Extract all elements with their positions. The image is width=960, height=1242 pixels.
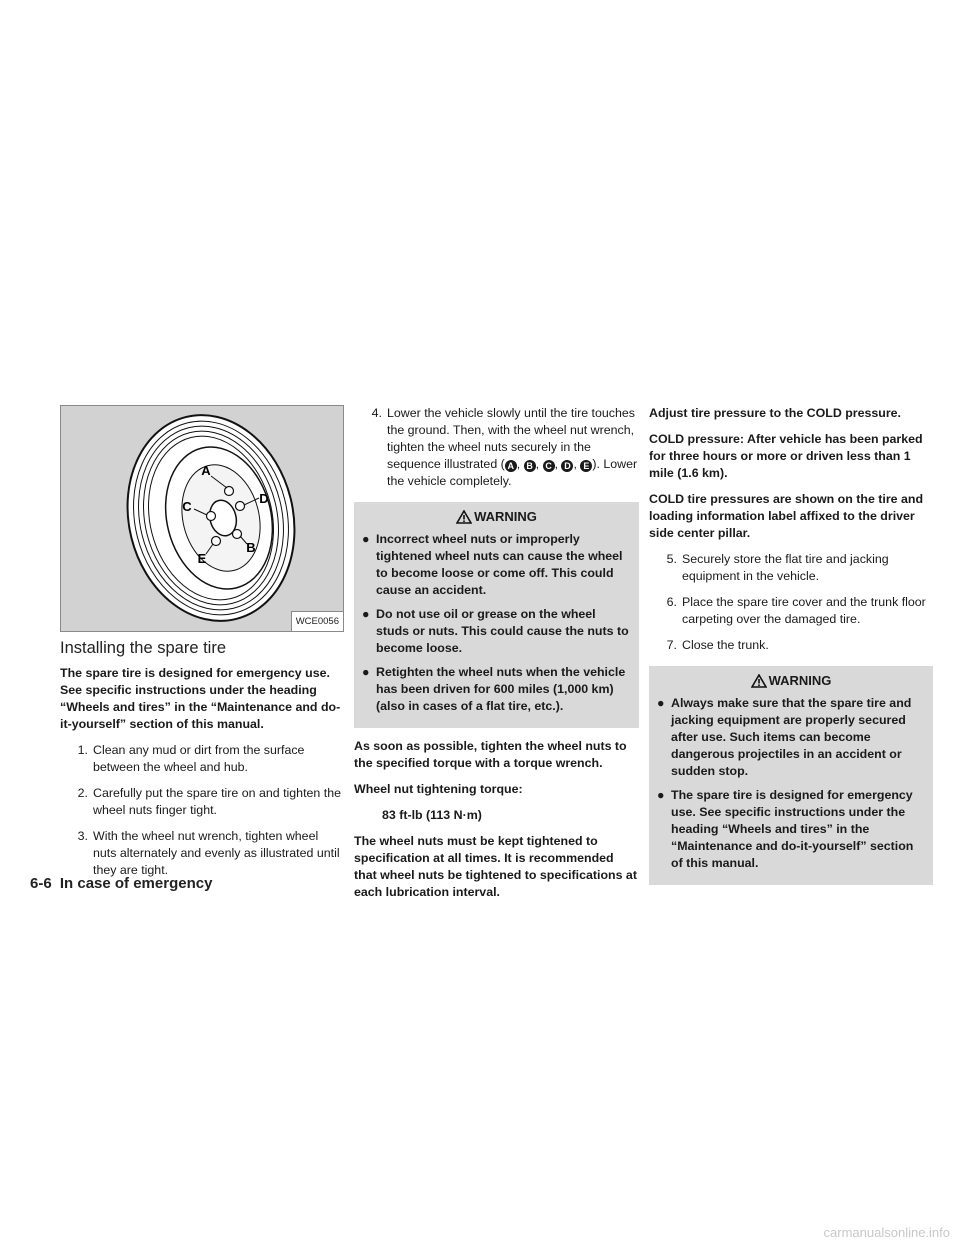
step-number: 4. <box>371 406 382 420</box>
step-number: 1. <box>77 743 88 757</box>
warning-triangle-icon <box>456 510 472 524</box>
bullet-icon: ● <box>362 532 370 546</box>
step-number: 5. <box>666 552 677 566</box>
section-title: Installing the spare tire <box>60 639 227 657</box>
warning-item <box>362 531 631 599</box>
step-text: Close the trunk. <box>682 638 769 652</box>
step-text: With the wheel nut wrench, tighten wheel nuts alternately and evenly as illustrated until they are tight. <box>93 829 340 877</box>
pressure-note-3: COLD tire pressures are shown on the tire and loading information label affixed to the driver side center pillar. <box>649 492 924 540</box>
warning-item <box>657 695 925 780</box>
step-text: Place the spare tire cover and the trunk floor carpeting over the damaged tire. <box>682 595 926 626</box>
sequence-d-badge: D <box>561 460 573 472</box>
sequence-c-badge: C <box>543 460 555 472</box>
step-5 <box>649 551 933 585</box>
step-4 <box>354 405 639 490</box>
step-number: 2. <box>77 786 88 800</box>
step-text: Securely store the flat tire and jacking equipment in the vehicle. <box>682 552 889 583</box>
sequence-b-badge: B <box>524 460 536 472</box>
bullet-icon: ● <box>657 696 665 710</box>
warning-item-text: Incorrect wheel nuts or improperly tightened wheel nuts can cause the wheel to become loose or come off. This could cause an accident. <box>376 532 623 597</box>
warning-box-1 <box>354 502 639 728</box>
step-1 <box>60 742 344 776</box>
warning-title: WARNING <box>768 673 832 688</box>
step-4-text-a: Lower the vehicle slowly until the tire touches the ground. Then, with the wheel nut wrench, tighten the wheel nuts securely in the sequence illustrated ( <box>387 406 635 471</box>
figure-code: WCE0056 <box>291 611 343 631</box>
step-text: Lower the vehicle slowly until the tire touches the ground. Then, with the wheel nut wrench, tighten the wheel nuts securely in the sequence illustrated ( A , B , C , D , E ). Lower the vehicle completely. <box>387 406 638 488</box>
figure-label-b: B <box>246 540 256 555</box>
figure-label-d: D <box>259 491 269 506</box>
step-number: 7. <box>666 638 677 652</box>
column-3 <box>649 405 933 895</box>
sequence-a-badge: A <box>505 460 517 472</box>
page-number: 6-6 <box>30 875 52 892</box>
step-3 <box>60 828 344 879</box>
column-1 <box>60 405 344 888</box>
intro-paragraph: The spare tire is designed for emergency use. See specific instructions under the heading “Wheels and tires” in the “Maintenance and do-it-yourself” section of this manual. <box>60 666 341 731</box>
step-6 <box>649 594 933 628</box>
spec-note: The wheel nuts must be kept tightened to specification at all times. It is recommended that wheel nuts be tightened to specifications at each lubrication interval. <box>354 834 637 899</box>
torque-note: As soon as possible, tighten the wheel nuts to the specified torque with a torque wrench. <box>354 739 627 770</box>
step-number: 6. <box>666 595 677 609</box>
torque-label: Wheel nut tightening torque: <box>354 782 523 796</box>
warning-triangle-icon <box>751 674 767 688</box>
figure-label-a: A <box>201 463 211 478</box>
warning-item-text: The spare tire is designed for emergency use. See specific instructions under the heading “Wheels and tires” in the “Maintenance and do-it-yourself” section of this manual. <box>671 788 914 870</box>
step-number: 3. <box>77 829 88 843</box>
pressure-note-1: Adjust tire pressure to the COLD pressure. <box>649 406 901 420</box>
sequence-e-badge: E <box>580 460 592 472</box>
torque-value: 83 ft-lb (113 N·m) <box>382 808 482 822</box>
figure-label-c: C <box>182 499 192 514</box>
page-footer <box>30 875 212 892</box>
warning-item-text: Retighten the wheel nuts when the vehicle has been driven for 600 miles (1,000 km) (also in cases of a flat tire, etc.). <box>376 665 626 713</box>
bullet-icon: ● <box>657 788 665 802</box>
column-2 <box>354 405 639 910</box>
figure-label-e: E <box>197 551 207 566</box>
step-7 <box>649 637 933 654</box>
warning-item-text: Do not use oil or grease on the wheel studs or nuts. This could cause the nuts to become loose. <box>376 607 629 655</box>
warning-box-2 <box>649 666 933 885</box>
pressure-note-2: COLD pressure: After vehicle has been parked for three hours or more or driven less than 1 mile (1.6 km). <box>649 432 923 480</box>
chapter-title: In case of emergency <box>59 875 213 892</box>
warning-item <box>362 606 631 657</box>
step-2 <box>60 785 344 819</box>
warning-item <box>362 664 631 715</box>
warning-header <box>362 508 631 525</box>
spare-tire-figure <box>60 405 344 632</box>
warning-item <box>657 787 925 872</box>
bullet-icon: ● <box>362 607 370 621</box>
warning-item-text: Always make sure that the spare tire and jacking equipment are properly secured after use. Such items can become dangerous projectiles in an accident or sudden stop. <box>671 696 912 778</box>
step-4-text-b: ). Lower the vehicle completely. <box>387 457 638 488</box>
step-text: Clean any mud or dirt from the surface between the wheel and hub. <box>93 743 305 774</box>
watermark: carmanualsonline.info <box>823 1225 950 1240</box>
bullet-icon: ● <box>362 665 370 679</box>
step-text: Carefully put the spare tire on and tighten the wheel nuts finger tight. <box>93 786 341 817</box>
warning-title: WARNING <box>474 509 537 524</box>
warning-header <box>657 672 925 689</box>
wheel-nut-sequence-illustration <box>61 406 343 631</box>
